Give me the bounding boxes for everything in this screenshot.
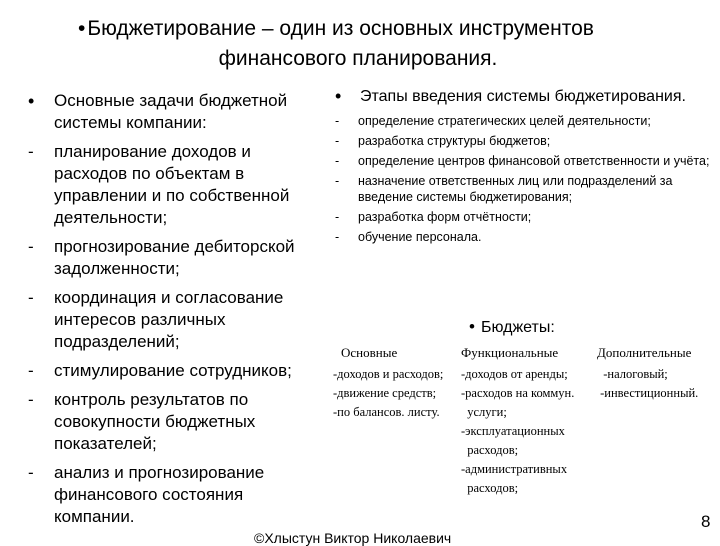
list-item-text: координация и согласование интересов различных подразделений; bbox=[54, 288, 284, 351]
budget-column-functional bbox=[461, 343, 574, 498]
list-item bbox=[28, 236, 318, 280]
footer-author: ©Хлыстун Виктор Николаевич bbox=[254, 530, 452, 546]
list-item-text: контроль результатов по совокупности бюджетных показателей; bbox=[54, 390, 256, 453]
column-header: Функциональные bbox=[461, 345, 559, 360]
list-item bbox=[333, 209, 713, 225]
list-item-text: прогнозирование дебиторской задолженности; bbox=[54, 237, 295, 278]
column-line: -расходов на коммун. bbox=[461, 386, 575, 400]
stages-heading-text: Этапы введения системы бюджетирования. bbox=[360, 88, 686, 105]
column-line: -эксплуатационных bbox=[461, 424, 565, 438]
column-header: Дополнительные bbox=[597, 345, 692, 360]
column-line: расходов; bbox=[461, 481, 519, 495]
stages-section bbox=[333, 86, 713, 249]
column-line: расходов; bbox=[461, 443, 519, 457]
column-line: -по балансов. листу. bbox=[333, 405, 440, 419]
list-item bbox=[28, 287, 318, 353]
budget-columns bbox=[333, 339, 718, 499]
list-marker: • bbox=[28, 91, 35, 111]
list-marker: - bbox=[28, 237, 34, 256]
tasks-list bbox=[28, 90, 318, 535]
dash-marker: - bbox=[335, 154, 340, 168]
dash-marker: - bbox=[335, 174, 340, 188]
bullet-marker: • bbox=[469, 317, 475, 336]
dash-marker: - bbox=[335, 230, 340, 244]
budget-column-additional bbox=[597, 343, 698, 403]
list-item-text: разработка форм отчётности; bbox=[358, 210, 532, 224]
list-item bbox=[28, 462, 318, 528]
column-line: -доходов и расходов; bbox=[333, 367, 444, 381]
list-marker: - bbox=[28, 463, 34, 482]
list-item bbox=[28, 389, 318, 455]
budgets-heading-text: Бюджеты: bbox=[480, 319, 555, 336]
list-marker: - bbox=[28, 390, 34, 409]
list-item-text: разработка структуры бюджетов; bbox=[358, 134, 551, 148]
list-marker: - bbox=[28, 288, 34, 307]
column-line: услуги; bbox=[461, 405, 507, 419]
budget-column-main bbox=[333, 343, 443, 422]
list-marker: - bbox=[28, 142, 34, 161]
list-item bbox=[28, 141, 318, 229]
stages-heading bbox=[333, 86, 713, 107]
column-line: -инвестиционный. bbox=[597, 386, 699, 400]
slide-title bbox=[78, 14, 638, 74]
dash-marker: - bbox=[335, 114, 340, 128]
list-item bbox=[28, 360, 318, 382]
list-item-text: анализ и прогнозирование финансового состояния компании. bbox=[54, 463, 265, 526]
list-item-text: стимулирование сотрудников; bbox=[54, 361, 292, 380]
budgets-section bbox=[333, 316, 718, 499]
list-item-text: обучение персонала. bbox=[358, 230, 482, 244]
list-item bbox=[333, 133, 713, 149]
page-number: 8 bbox=[701, 512, 711, 531]
column-line: -налоговый; bbox=[597, 367, 668, 381]
list-item-text: планирование доходов и расходов по объектам в управлении и по собственной деятельности; bbox=[54, 142, 290, 227]
bullet-marker: • bbox=[335, 86, 342, 106]
list-marker: - bbox=[28, 361, 34, 380]
column-line: -административных bbox=[461, 462, 568, 476]
title-line-1: • Бюджетирование – один из основных инструментов bbox=[78, 14, 638, 44]
title-line-2: финансового планирования. bbox=[218, 47, 498, 70]
column-line: -движение средств; bbox=[333, 386, 437, 400]
column-header: Основные bbox=[341, 345, 398, 360]
list-item-text: определение центров финансовой ответственности и учёта; bbox=[358, 154, 710, 168]
list-item-text: Основные задачи бюджетной системы компании: bbox=[54, 91, 288, 132]
list-item-text: определение стратегических целей деятельности; bbox=[358, 114, 651, 128]
column-line: -доходов от аренды; bbox=[461, 367, 568, 381]
list-item bbox=[333, 173, 713, 205]
dash-marker: - bbox=[335, 210, 340, 224]
list-item bbox=[333, 229, 713, 245]
dash-marker: - bbox=[335, 134, 340, 148]
budgets-heading bbox=[333, 316, 718, 339]
list-item-text: назначение ответственных лиц или подразделений за введение системы бюджетирования; bbox=[358, 174, 673, 204]
list-item bbox=[333, 113, 713, 129]
list-item bbox=[28, 90, 318, 134]
list-item bbox=[333, 153, 713, 169]
